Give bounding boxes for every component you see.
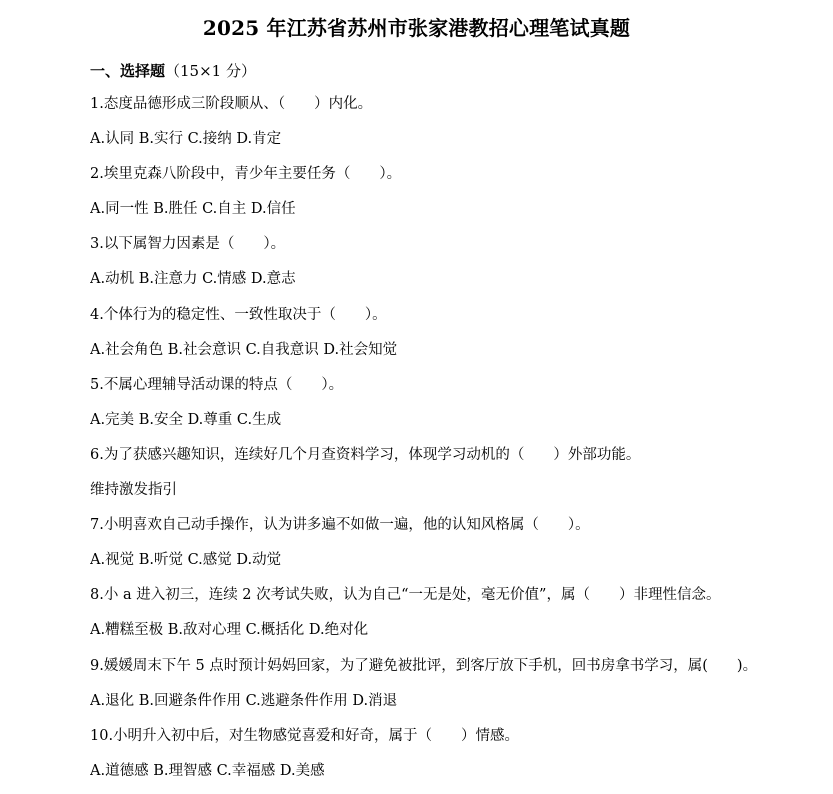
question-10-options: A.道德感 B.理智感 C.幸福感 D.美感 [90, 762, 325, 779]
question-2-options: A.同一性 B.胜任 C.自主 D.信任 [90, 201, 296, 218]
question-5: 5.不属心理辅导活动课的特点（ ）。 [90, 376, 344, 393]
page-title: 2025 年江苏省苏州市张家港教招心理笔试真题 [202, 16, 631, 40]
question-list [90, 92, 820, 794]
question-9: 9.媛媛周末下午 5 点时预计妈妈回家，为了避免被批评，到客厅放下手机，回书房拿书学习，属( )。 [90, 657, 758, 674]
question-8-options: A.糟糕至极 B.敌对心理 C.概括化 D.绝对化 [90, 622, 369, 639]
question-6: 6.为了获感兴趣知识，连续好几个月查资料学习，体现学习动机的（ ）外部功能。 [90, 446, 641, 463]
question-1: 1.态度品德形成三阶段顺从、（ ）内化。 [90, 96, 373, 112]
question-4-options: A.社会角色 B.社会意识 C.自我意识 D.社会知觉 [90, 341, 398, 358]
question-8: 8.小 a 进入初三，连续 2 次考试失败，认为自己“一无是处，毫无价值”，属（ ）非理性信念。 [90, 587, 721, 604]
question-2: 2.埃里克森八阶段中，青少年主要任务（ ）。 [90, 166, 402, 183]
question-6-options: 维持激发指引 [90, 482, 177, 499]
section-heading [90, 60, 256, 82]
question-7: 7.小明喜欢自己动手操作，认为讲多遍不如做一遍，他的认知风格属（ ）。 [90, 517, 590, 534]
section-heading-label: 一、选择题 [90, 62, 166, 80]
question-9-options: A.退化 B.回避条件作用 C.逃避条件作用 D.消退 [90, 692, 398, 709]
question-4: 4.个体行为的稳定性、一致性取决于（ ）。 [90, 306, 387, 323]
question-1-options: A.认同 B.实行 C.接纳 D.肯定 [90, 131, 282, 148]
question-3-options: A.动机 B.注意力 C.情感 D.意志 [90, 271, 296, 288]
section-heading-score: （15×1 分） [165, 62, 256, 80]
question-10: 10.小明升入初中后，对生物感觉喜爱和好奇，属于（ ）情感。 [90, 727, 520, 744]
question-7-options: A.视觉 B.听觉 C.感觉 D.动觉 [90, 552, 282, 569]
question-5-options: A.完美 B.安全 D.尊重 C.生成 [90, 411, 282, 428]
question-3: 3.以下属智力因素是（ ）。 [90, 236, 286, 253]
